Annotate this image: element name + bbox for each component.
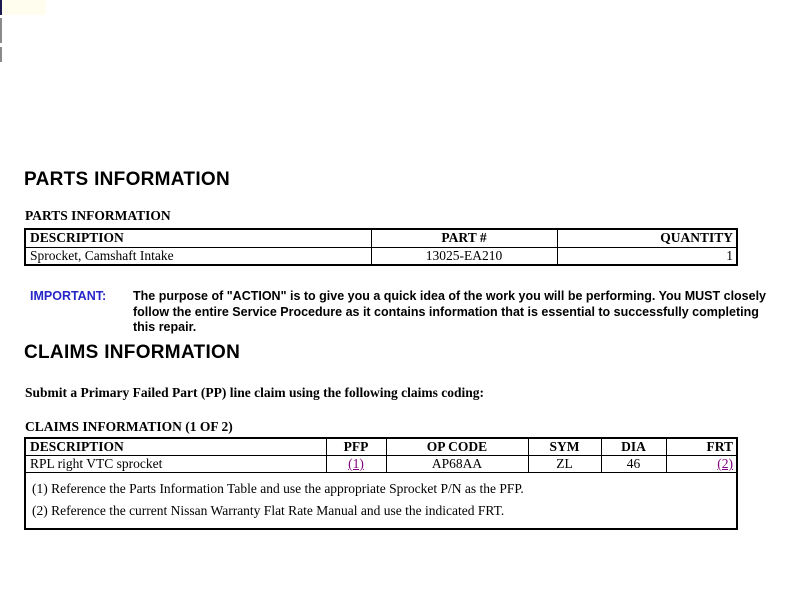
claims-footnotes [25, 473, 737, 530]
claims-section-heading: CLAIMS INFORMATION [24, 342, 241, 363]
part-description-cell: Sprocket, Camshaft Intake [25, 247, 371, 265]
claim-dia-cell: 46 [601, 456, 666, 473]
parts-table-row [25, 247, 737, 265]
claim-op-code-cell: AP68AA [386, 456, 528, 473]
screen-edge-artifact [0, 0, 2, 15]
claims-table-title: CLAIMS INFORMATION (1 OF 2) [25, 419, 233, 434]
claim-pfp-cell [326, 456, 386, 473]
important-label: IMPORTANT: [30, 289, 107, 303]
claims-table-footnote-row [25, 473, 737, 530]
footnote-1-text: (1) Reference the Parts Information Table and use the appropriate Sprocket P/N as the PFP. [32, 481, 524, 496]
column-header-sym: SYM [528, 438, 601, 456]
claims-intro-text: Submit a Primary Failed Part (PP) line claim using the following claims coding: [25, 385, 484, 400]
claim-frt-cell [666, 456, 737, 473]
column-header-description: DESCRIPTION [25, 229, 371, 247]
column-header-dia: DIA [601, 438, 666, 456]
column-header-pfp: PFP [326, 438, 386, 456]
parts-table [24, 228, 738, 266]
screen-edge-artifact [0, 47, 2, 62]
part-number-cell: 13025-EA210 [371, 247, 557, 265]
claim-sym-cell: ZL [528, 456, 601, 473]
column-header-op-code: OP CODE [386, 438, 528, 456]
column-header-description: DESCRIPTION [25, 438, 326, 456]
column-header-quantity: QUANTITY [557, 229, 737, 247]
footnote-1-link[interactable]: (1) [348, 456, 364, 471]
claims-table-header-row [25, 438, 737, 456]
footnote-2-text: (2) Reference the current Nissan Warranty Flat Rate Manual and use the indicated FRT. [32, 502, 505, 518]
part-quantity-cell: 1 [557, 247, 737, 265]
column-header-part-number: PART # [371, 229, 557, 247]
parts-table-header-row [25, 229, 737, 247]
important-text: The purpose of "ACTION" is to give you a quick idea of the work you will be performing. You MUST closely follow the entire Service Procedure as it contains information that is essential to successfully completing this repair. [133, 289, 767, 334]
footnote-2-link[interactable]: (2) [717, 456, 733, 471]
claims-table [24, 437, 738, 530]
column-header-frt: FRT [666, 438, 737, 456]
parts-section-heading: PARTS INFORMATION [24, 169, 230, 190]
screen-edge-artifact [0, 18, 2, 43]
claim-description-cell: RPL right VTC sprocket [25, 456, 326, 473]
claims-table-row [25, 456, 737, 473]
parts-table-title: PARTS INFORMATION [25, 208, 171, 223]
screen-edge-artifact [2, 0, 46, 15]
